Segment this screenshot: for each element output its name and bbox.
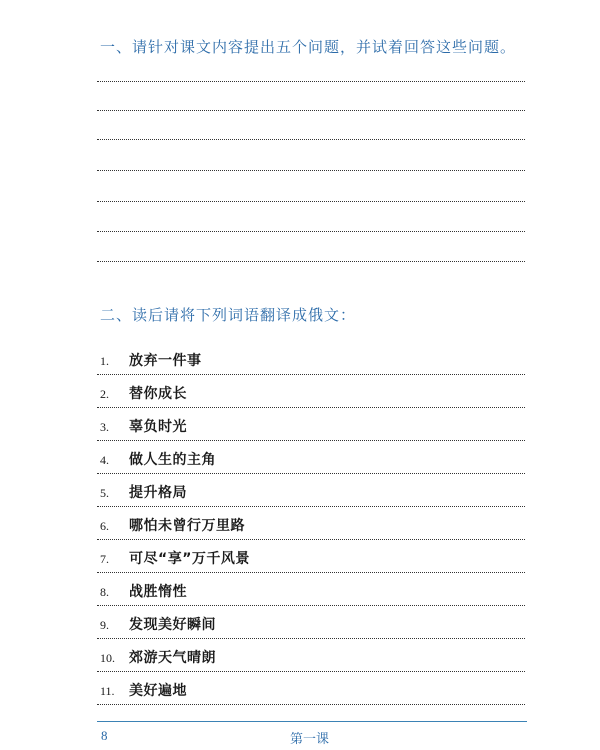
- vocab-item-text: 做人生的主角: [129, 452, 216, 468]
- vocab-item-text: 放弃一件事: [129, 353, 202, 369]
- page-number: 8: [101, 728, 108, 743]
- vocab-item-number: 1.: [100, 354, 109, 368]
- answer-line-5: [97, 201, 525, 202]
- vocab-answer-line: [97, 473, 525, 474]
- vocab-item: [100, 675, 525, 705]
- vocab-item-number: 6.: [100, 519, 109, 533]
- lesson-title: 第一课: [290, 732, 330, 747]
- vocab-item-number: 2.: [100, 387, 109, 401]
- vocab-item-text: 辜负时光: [129, 419, 187, 435]
- vocab-item-text: 郊游天气晴朗: [129, 650, 216, 666]
- vocab-answer-line: [97, 638, 525, 639]
- answer-line-3: [97, 139, 525, 140]
- vocab-item: [100, 477, 525, 507]
- vocab-item: [100, 576, 525, 606]
- vocab-item-number: 4.: [100, 453, 109, 467]
- vocab-answer-line: [97, 440, 525, 441]
- answer-line-1: [97, 81, 525, 82]
- vocab-item-text: 战胜惰性: [129, 584, 187, 600]
- vocab-answer-line: [97, 374, 525, 375]
- vocab-item: [100, 345, 525, 375]
- vocab-item: [100, 609, 525, 639]
- vocab-item-number: 7.: [100, 552, 109, 566]
- vocab-item-number: 11.: [100, 684, 115, 698]
- vocab-item: [100, 378, 525, 408]
- vocab-item: [100, 411, 525, 441]
- vocab-answer-line: [97, 572, 525, 573]
- vocab-item-number: 3.: [100, 420, 109, 434]
- vocab-item-number: 5.: [100, 486, 109, 500]
- vocab-item: [100, 642, 525, 672]
- vocab-answer-line: [97, 407, 525, 408]
- answer-line-7: [97, 261, 525, 262]
- vocab-answer-line: [97, 605, 525, 606]
- vocab-item: [100, 543, 525, 573]
- section-2-heading: 二、读后请将下列词语翻译成俄文：: [100, 306, 357, 324]
- vocab-item-number: 9.: [100, 618, 109, 632]
- answer-line-6: [97, 231, 525, 232]
- vocab-item-text: 发现美好瞬间: [129, 617, 216, 633]
- footer-rule: [97, 721, 527, 722]
- vocab-item-text: 提升格局: [129, 485, 187, 501]
- answer-line-2: [97, 110, 525, 111]
- vocab-item: [100, 510, 525, 540]
- vocab-item-text: 美好遍地: [129, 683, 187, 699]
- vocab-item: [100, 444, 525, 474]
- vocab-item-number: 8.: [100, 585, 109, 599]
- vocab-answer-line: [97, 671, 525, 672]
- vocab-item-text: 可尽“享”万千风景: [129, 551, 250, 567]
- answer-line-4: [97, 170, 525, 171]
- vocab-item-text: 替你成长: [129, 386, 187, 402]
- vocab-item-text: 哪怕未曾行万里路: [129, 518, 245, 534]
- vocab-answer-line: [97, 506, 525, 507]
- vocab-answer-line: [97, 539, 525, 540]
- vocab-item-number: 10.: [100, 651, 115, 665]
- vocab-answer-line: [97, 704, 525, 705]
- section-1-heading: 一、请针对课文内容提出五个问题，并试着回答这些问题。: [100, 38, 517, 56]
